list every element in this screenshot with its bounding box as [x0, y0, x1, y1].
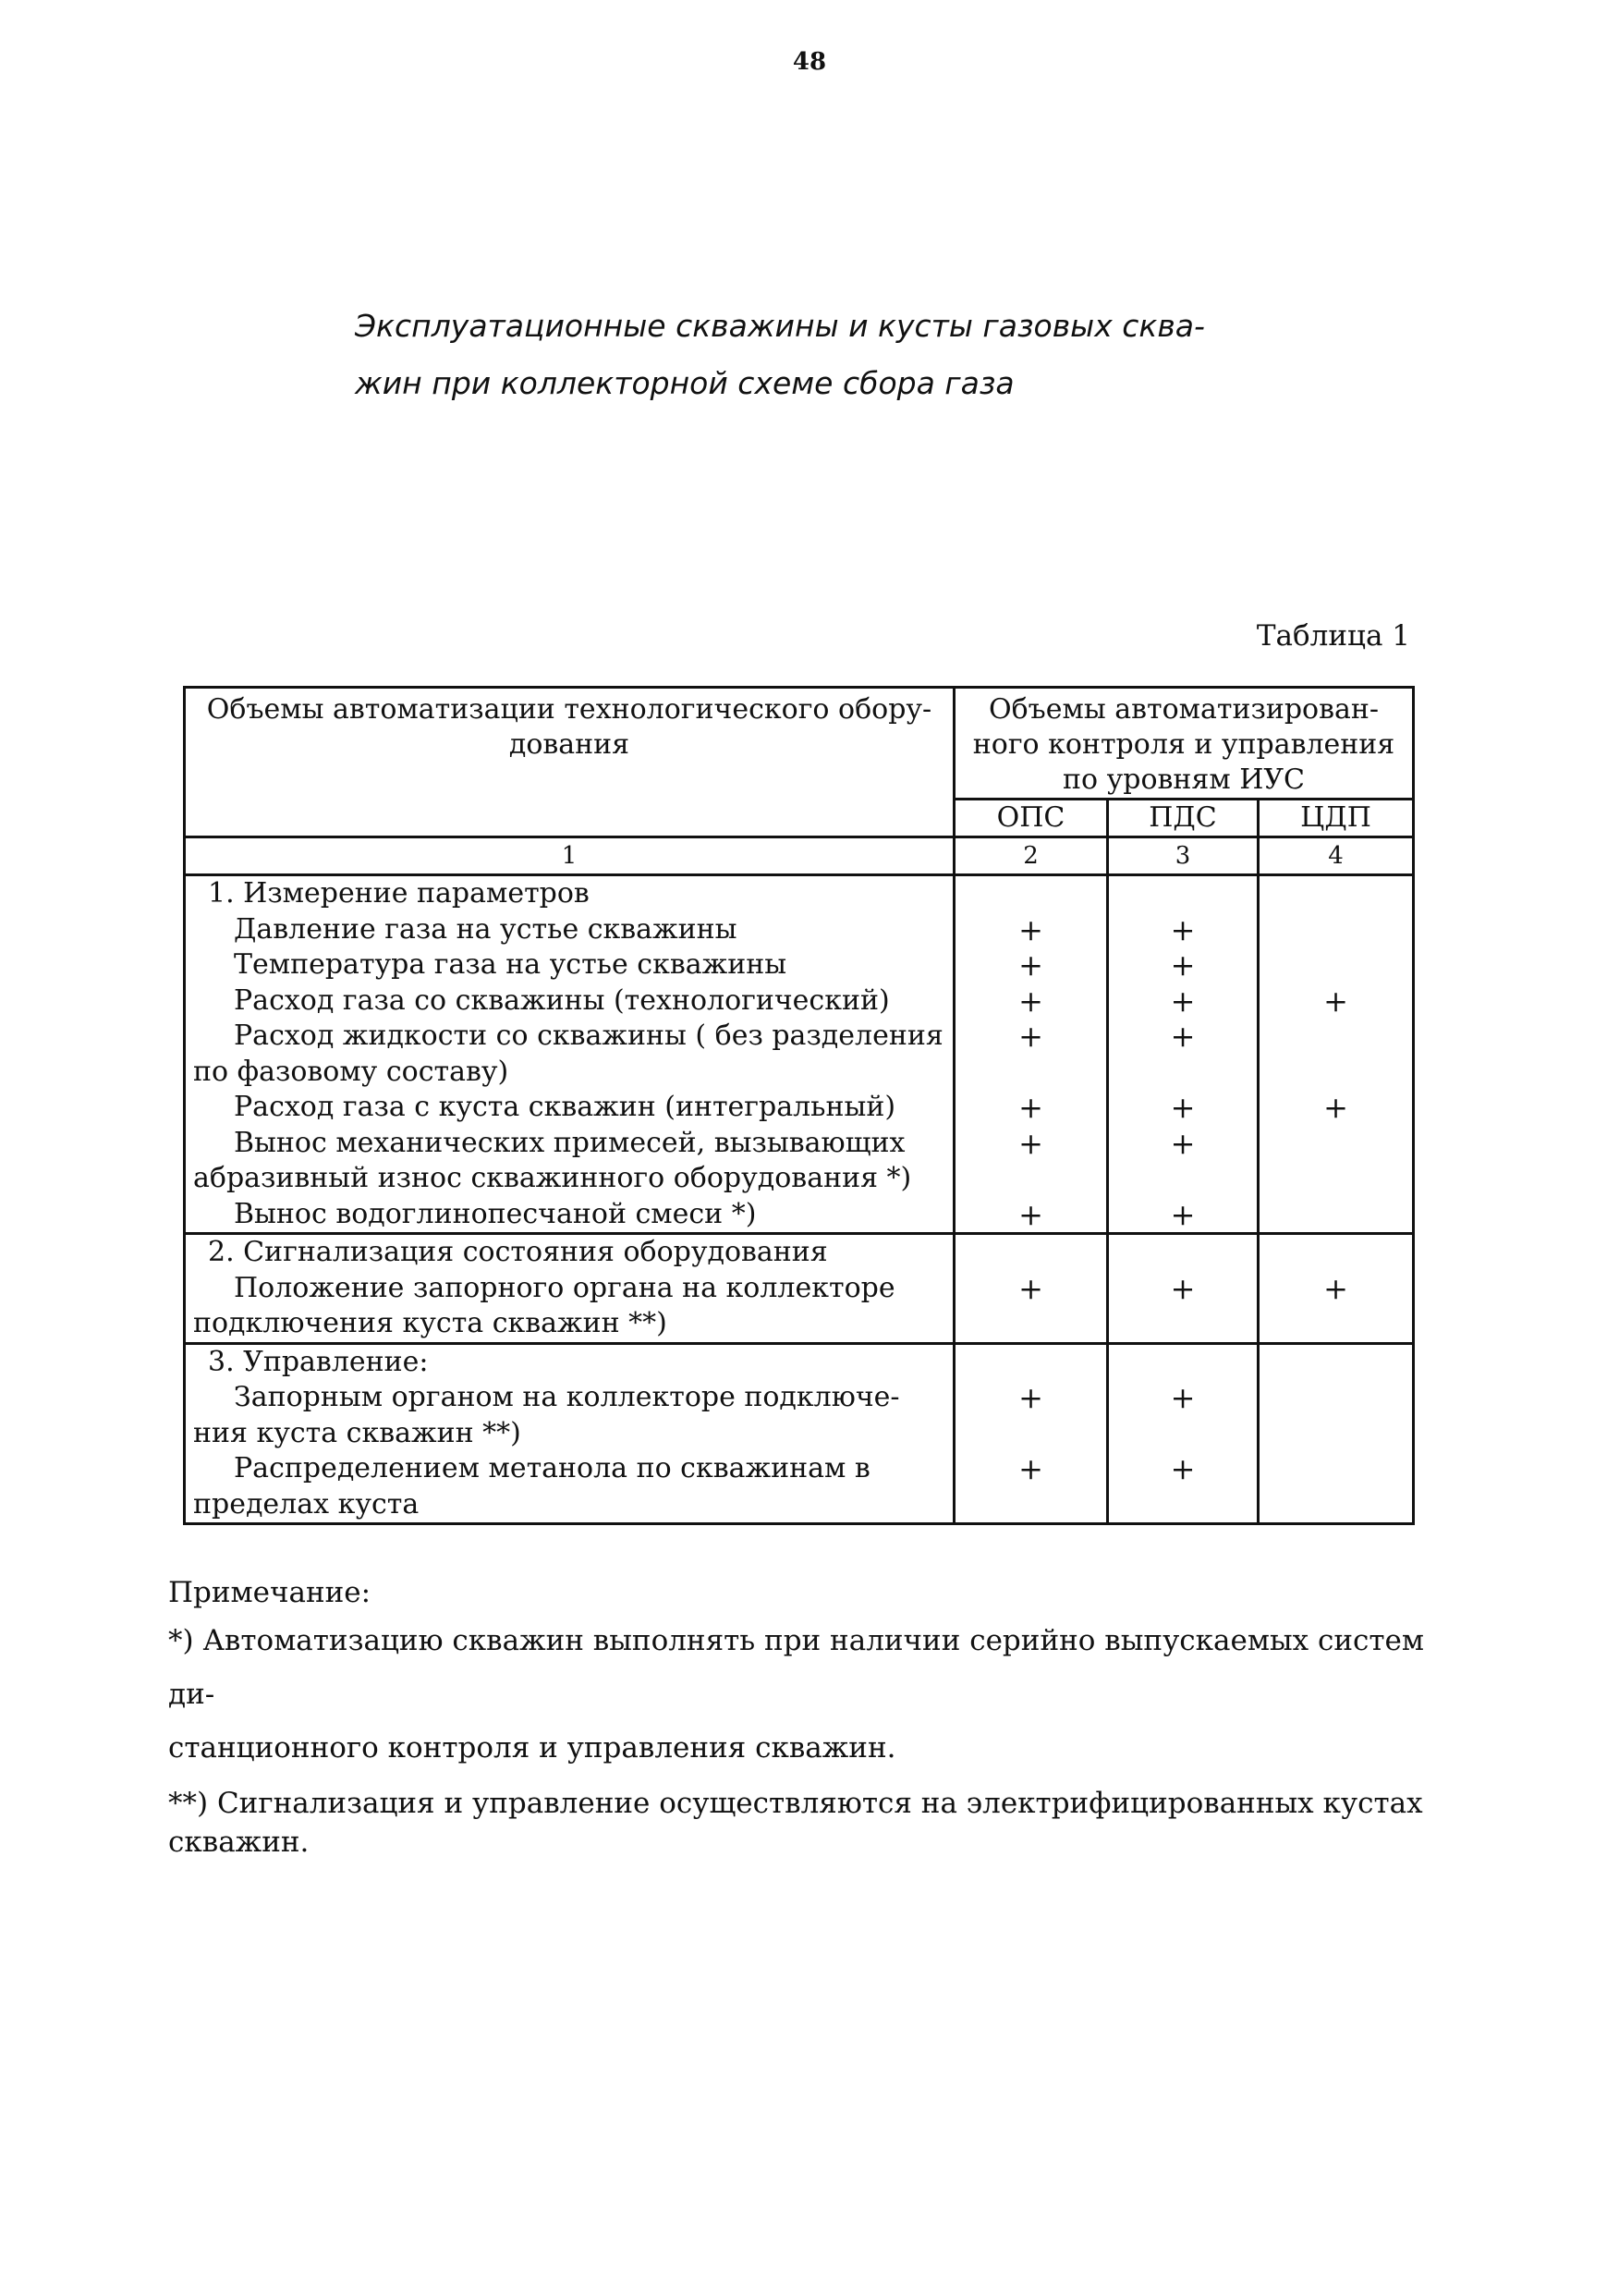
plus-mark: [1260, 947, 1412, 983]
table-line: Запорным органом на коллекторе подключе-: [234, 1381, 900, 1413]
plus-mark: [956, 1161, 1106, 1197]
table-line: 1. Измерение параметров: [208, 877, 590, 910]
plus-mark: [1109, 1161, 1257, 1197]
table-line: Вынос механических примесей, вызывающих: [234, 1126, 906, 1159]
table-line: Вынос водоглинопесчаной смеси *): [234, 1197, 757, 1230]
plus-mark: [956, 1487, 1106, 1523]
section-description-cell: [185, 875, 955, 1234]
plus-mark: +: [1170, 1019, 1196, 1054]
plus-mark: +: [1018, 1380, 1043, 1415]
table-line: пределах куста: [193, 1487, 420, 1520]
table-section-row: [185, 1343, 1414, 1524]
plus-mark: [1260, 1451, 1412, 1487]
section-description-cell: [185, 1343, 955, 1524]
table-line: абразивный износ скважинного оборудования *): [193, 1162, 912, 1194]
header-control-scope: [955, 688, 1414, 800]
table-line: Расход газа со скважины (технологический): [234, 983, 890, 1017]
table-section-row: [185, 875, 1414, 1234]
column-number: 4: [1259, 837, 1414, 875]
plus-mark: +: [1018, 911, 1043, 947]
automation-table: [183, 686, 1415, 1525]
plus-mark: [1260, 1416, 1412, 1452]
header-left-line: Объемы автоматизации технологического обору-: [206, 693, 932, 726]
table-line: Температура газа на устье скважины: [234, 948, 787, 981]
note-1-line-1: *) Автоматизацию скважин выполнять при наличии серийно выпускаемых систем ди-: [168, 1624, 1424, 1711]
level-mark-cell: [1259, 1343, 1414, 1524]
plus-mark: +: [1018, 947, 1043, 983]
plus-mark: [1109, 1345, 1257, 1381]
plus-mark: [1109, 1306, 1257, 1342]
column-number: 2: [955, 837, 1108, 875]
level-mark-cell: [955, 1343, 1108, 1524]
plus-mark: [956, 1235, 1106, 1271]
level-mark-cell: [1108, 1343, 1259, 1524]
notes: [168, 1571, 1462, 1862]
plus-mark: +: [1323, 1090, 1348, 1125]
plus-mark: +: [1170, 1270, 1196, 1306]
plus-mark: [1109, 1055, 1257, 1091]
table-line: Положение запорного органа на коллекторе: [234, 1271, 895, 1304]
column-number: 1: [185, 837, 955, 875]
plus-mark: [956, 1345, 1106, 1381]
table-line: 3. Управление:: [208, 1345, 429, 1378]
plus-mark: [1260, 1161, 1412, 1197]
plus-mark: +: [1018, 1451, 1043, 1486]
plus-mark: +: [1018, 1019, 1043, 1054]
plus-mark: +: [1170, 911, 1196, 947]
plus-mark: [1260, 1380, 1412, 1416]
plus-mark: [1260, 1345, 1412, 1381]
plus-mark: [1260, 1197, 1412, 1233]
table-line: Расход жидкости со скважины ( без разделения: [234, 1020, 943, 1052]
table-line: по фазовому составу): [193, 1055, 509, 1088]
plus-mark: [1109, 1235, 1257, 1271]
heading-line-2: жин при коллекторной схеме сбора газа: [355, 365, 1015, 401]
plus-mark: +: [1170, 1196, 1196, 1232]
section-description-cell: [185, 1234, 955, 1344]
plus-mark: [1260, 1126, 1412, 1162]
heading-line-1: Эксплуатационные скважины и кусты газовых сква-: [355, 308, 1205, 344]
plus-mark: [956, 876, 1106, 912]
header-equipment-scope: [185, 688, 955, 837]
table-body: [185, 875, 1414, 1524]
level-mark-cell: [1259, 1234, 1414, 1344]
header-left-line: дования: [508, 728, 630, 761]
plus-mark: +: [1170, 983, 1196, 1019]
plus-mark: [1109, 1487, 1257, 1523]
plus-mark: +: [1323, 983, 1348, 1019]
table-line: Расход газа с куста скважин (интегральный): [234, 1091, 896, 1123]
note-1-line-2: станционного контроля и управления скважин.: [168, 1731, 896, 1765]
plus-mark: [1260, 1487, 1412, 1523]
level-mark-cell: [955, 1234, 1108, 1344]
plus-mark: [1109, 876, 1257, 912]
header-right-line: Объемы автоматизирован-: [989, 693, 1380, 726]
level-mark-cell: [1108, 1234, 1259, 1344]
document-heading: [355, 298, 1279, 412]
column-number: 3: [1108, 837, 1259, 875]
plus-mark: [956, 1416, 1106, 1452]
column-number-row: [185, 837, 1414, 875]
table-line: Давление газа на устье скважины: [234, 912, 737, 946]
level-mark-cell: [1259, 875, 1414, 1234]
table-line: ния куста скважин **): [193, 1416, 521, 1449]
plus-mark: +: [1018, 983, 1043, 1019]
plus-mark: [956, 1306, 1106, 1342]
plus-mark: +: [1018, 1196, 1043, 1232]
header-right-line: по уровням ИУС: [1063, 763, 1306, 796]
plus-mark: +: [1323, 1270, 1348, 1306]
plus-mark: +: [1018, 1125, 1043, 1161]
plus-mark: [1109, 1416, 1257, 1452]
plus-mark: +: [1170, 1380, 1196, 1415]
page-number: 48: [792, 48, 827, 76]
level-mark-cell: [1108, 875, 1259, 1234]
table-line: 2. Сигнализация состояния оборудования: [208, 1236, 828, 1268]
plus-mark: [1260, 1055, 1412, 1091]
plus-mark: +: [1170, 947, 1196, 983]
plus-mark: [1260, 1019, 1412, 1055]
table-section-row: [185, 1234, 1414, 1344]
note-2-line-2: скважин.: [168, 1826, 310, 1859]
level-header-pds: ПДС: [1108, 800, 1259, 837]
level-header-cdp: ЦДП: [1259, 800, 1414, 837]
note-2-line-1: **) Сигнализация и управление осуществляются на электрифицированных кустах: [168, 1787, 1423, 1820]
plus-mark: +: [1018, 1270, 1043, 1306]
level-mark-cell: [955, 875, 1108, 1234]
plus-mark: [956, 1055, 1106, 1091]
level-header-ops: ОПС: [955, 800, 1108, 837]
plus-mark: +: [1170, 1090, 1196, 1125]
header-right-line: ного контроля и управления: [972, 728, 1395, 761]
table-line: подключения куста скважин **): [193, 1307, 667, 1339]
plus-mark: +: [1170, 1451, 1196, 1486]
table-header-row: [185, 688, 1414, 800]
plus-mark: +: [1018, 1090, 1043, 1125]
table-caption: Таблица 1: [1256, 619, 1410, 653]
plus-mark: [1260, 1306, 1412, 1342]
plus-mark: [1260, 912, 1412, 948]
notes-title: Примечание:: [168, 1576, 371, 1609]
plus-mark: [1260, 1235, 1412, 1271]
table-line: Распределением метанола по скважинам в: [234, 1452, 870, 1484]
plus-mark: [1260, 876, 1412, 912]
plus-mark: +: [1170, 1125, 1196, 1161]
